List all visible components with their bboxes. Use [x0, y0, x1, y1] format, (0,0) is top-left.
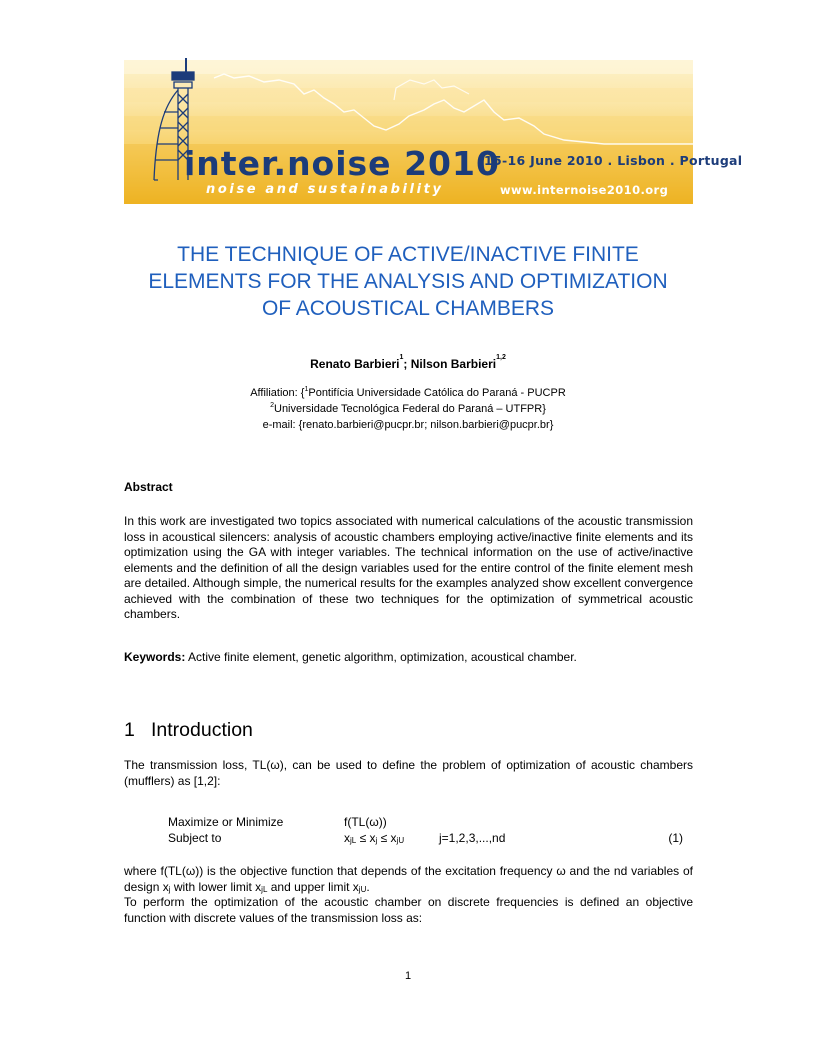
keywords-text: Active finite element, genetic algorithm, optimization, acoustical chamber.	[185, 650, 577, 664]
where-paragraph	[124, 864, 693, 926]
subscript: jL	[261, 884, 268, 894]
author-affil-mark: 1,2	[496, 354, 506, 361]
abstract-text: In this work are investigated two topics associated with numerical calculations of the acoustic transmission loss in acoustical silencers: analysis of acoustic chambers employing active/inactive finite elements and its optimization using the GA with integer variables. The technical information on the use of active/inactive elements and the definition of all the design variables used for the entire control of the finite element mesh are detailed. Although simple, the numerical results for the examples analyzed show excellent convergence achieved with the combination of these two techniques for the optimization of symmetrical acoustic chambers.	[124, 514, 693, 621]
keywords-label: Keywords:	[124, 650, 186, 664]
eq-sub: j	[375, 835, 378, 845]
eq-maximize-label: Maximize or Minimize	[168, 815, 284, 829]
conference-tagline: noise and sustainability	[206, 182, 444, 197]
text-run: .	[366, 879, 370, 894]
eq-subject-label: Subject to	[168, 830, 222, 845]
eq-var: x	[344, 830, 350, 845]
title-line: OF ACOUSTICAL CHAMBERS	[261, 297, 555, 320]
conference-brand	[184, 144, 500, 183]
affil-mark: 2	[270, 402, 274, 409]
email-line: e-mail: {renato.barbieri@pucpr.br; nilson.barbieri@pucpr.br}	[262, 419, 554, 431]
affiliation-line-2	[100, 401, 716, 417]
brand-name: inter.noise	[184, 144, 405, 183]
affiliation-prefix: Affiliation: {	[250, 387, 305, 399]
author-separator: ;	[403, 357, 411, 371]
section-heading	[124, 719, 253, 742]
title-line: THE TECHNIQUE OF ACTIVE/INACTIVE FINITE	[177, 243, 639, 266]
author-name: Renato Barbieri	[310, 357, 400, 371]
eq-leq: ≤	[377, 830, 391, 845]
text-run: To perform the optimization of the acoustic chamber on discrete frequencies is defined an objective function with discrete values of the transmission loss as:	[124, 895, 693, 925]
text-run: and upper limit x	[267, 879, 359, 894]
affiliation-text: Pontifícia Universidade Católica do Paraná - PUCPR	[308, 387, 566, 399]
eq-leq: ≤	[356, 830, 370, 845]
affiliation-text: Universidade Tecnológica Federal do Paraná – UTFPR}	[274, 403, 546, 415]
affiliation-block	[100, 385, 716, 433]
conference-website: www.internoise2010.org	[500, 183, 669, 197]
section-title: Introduction	[151, 719, 253, 741]
text-run: where f(TL(ω)) is the objective function that depends of the excitation frequency ω and the nd variables of design x	[124, 864, 693, 894]
eq-objective: f(TL(ω))	[344, 815, 387, 829]
brand-year: 2010	[404, 144, 500, 183]
equation-1	[124, 815, 693, 846]
paper-title	[100, 241, 716, 322]
eq-constraint	[344, 831, 404, 847]
section-number: 1	[124, 719, 135, 741]
intro-paragraph: The transmission loss, TL(ω), can be used to define the problem of optimization of acoustic chambers (mufflers) as [1,2]:	[124, 758, 693, 788]
eq-var: x	[369, 830, 376, 845]
eq-var: x	[390, 830, 397, 845]
subscript: jU	[358, 884, 367, 894]
page-number: 1	[404, 970, 412, 982]
author-name: Nilson Barbieri	[410, 357, 497, 371]
subscript: j	[168, 884, 171, 894]
author-list	[100, 354, 716, 371]
text-run: with lower limit x	[170, 879, 262, 894]
affil-mark: 1	[304, 386, 309, 393]
eq-range: j=1,2,3,...,nd	[439, 830, 506, 845]
conference-dates: 15-16 June 2010 . Lisbon . Portugal	[484, 153, 743, 168]
eq-sub: jL	[350, 835, 357, 845]
affiliation-line-1	[100, 385, 716, 401]
conference-banner	[124, 60, 743, 204]
author-affil-mark: 1	[399, 354, 404, 361]
eq-sub: jU	[396, 835, 405, 845]
eq-number: (1)	[668, 830, 683, 845]
title-line: ELEMENTS FOR THE ANALYSIS AND OPTIMIZATION	[148, 270, 668, 293]
keywords	[124, 650, 693, 666]
abstract-heading: Abstract	[124, 480, 173, 494]
